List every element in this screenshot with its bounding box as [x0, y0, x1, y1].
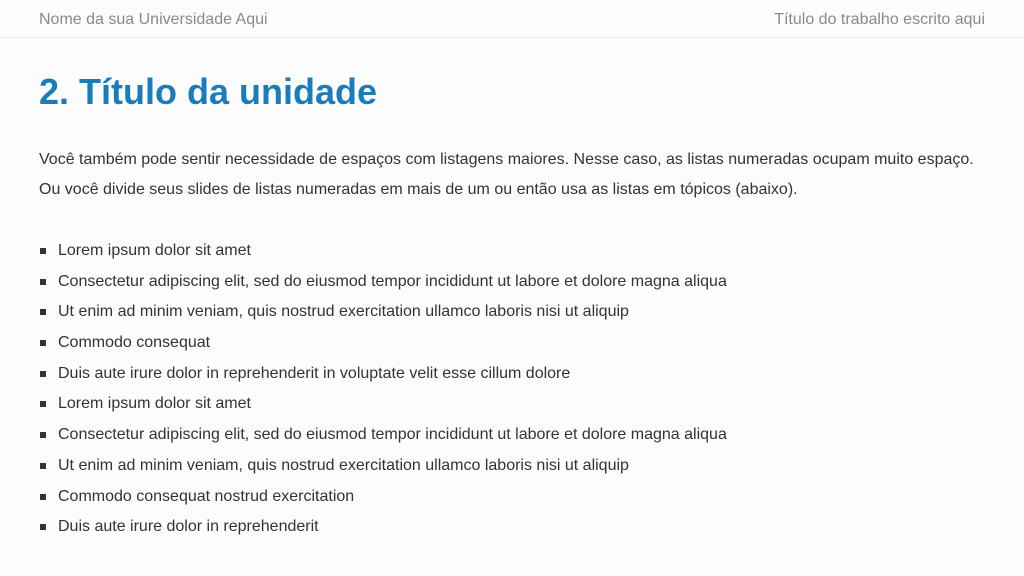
bullet-list	[39, 236, 727, 543]
square-bullet-icon	[40, 340, 46, 346]
slide-title: 2. Título da unidade	[39, 71, 378, 112]
square-bullet-icon	[40, 401, 46, 407]
list-item	[39, 297, 727, 328]
list-item	[39, 359, 727, 390]
square-bullet-icon	[40, 432, 46, 438]
list-item	[39, 451, 727, 482]
university-name: Nome da sua Universidade Aqui	[39, 11, 268, 28]
list-item-text: Duis aute irure dolor in reprehenderit in voluptate velit esse cillum dolore	[58, 364, 571, 382]
square-bullet-icon	[40, 494, 46, 500]
intro-paragraph: Você também pode sentir necessidade de espaços com listagens maiores. Nesse caso, as listas numeradas ocupam muito espaço. Ou você divide seus slides de listas numeradas em mais de um ou então usa as listas em tópicos (abaixo).	[39, 151, 974, 198]
list-item	[39, 420, 727, 451]
square-bullet-icon	[40, 524, 46, 530]
list-item	[39, 389, 727, 420]
list-item-text: Consectetur adipiscing elit, sed do eiusmod tempor incididunt ut labore et dolore magna aliqua	[58, 272, 727, 290]
list-item-text: Commodo consequat	[58, 334, 211, 352]
list-item-text: Duis aute irure dolor in reprehenderit	[58, 518, 319, 536]
list-item-text: Commodo consequat nostrud exercitation	[58, 487, 355, 505]
list-item	[39, 482, 727, 513]
square-bullet-icon	[40, 248, 46, 254]
square-bullet-icon	[40, 309, 46, 315]
list-item-text: Ut enim ad minim veniam, quis nostrud exercitation ullamco laboris nisi ut aliquip	[58, 456, 629, 474]
list-item-text: Consectetur adipiscing elit, sed do eiusmod tempor incididunt ut labore et dolore magna aliqua	[58, 426, 727, 444]
list-item-text: Ut enim ad minim veniam, quis nostrud exercitation ullamco laboris nisi ut aliquip	[58, 303, 629, 321]
list-item-text: Lorem ipsum dolor sit amet	[58, 242, 251, 259]
work-title: Título do trabalho escrito aqui	[774, 11, 985, 28]
square-bullet-icon	[40, 371, 46, 377]
square-bullet-icon	[40, 279, 46, 285]
slide-header	[0, 0, 1024, 38]
list-item	[39, 512, 727, 543]
square-bullet-icon	[40, 463, 46, 469]
list-item	[39, 236, 727, 267]
list-item	[39, 328, 727, 359]
list-item-text: Lorem ipsum dolor sit amet	[58, 395, 251, 413]
list-item	[39, 267, 727, 298]
